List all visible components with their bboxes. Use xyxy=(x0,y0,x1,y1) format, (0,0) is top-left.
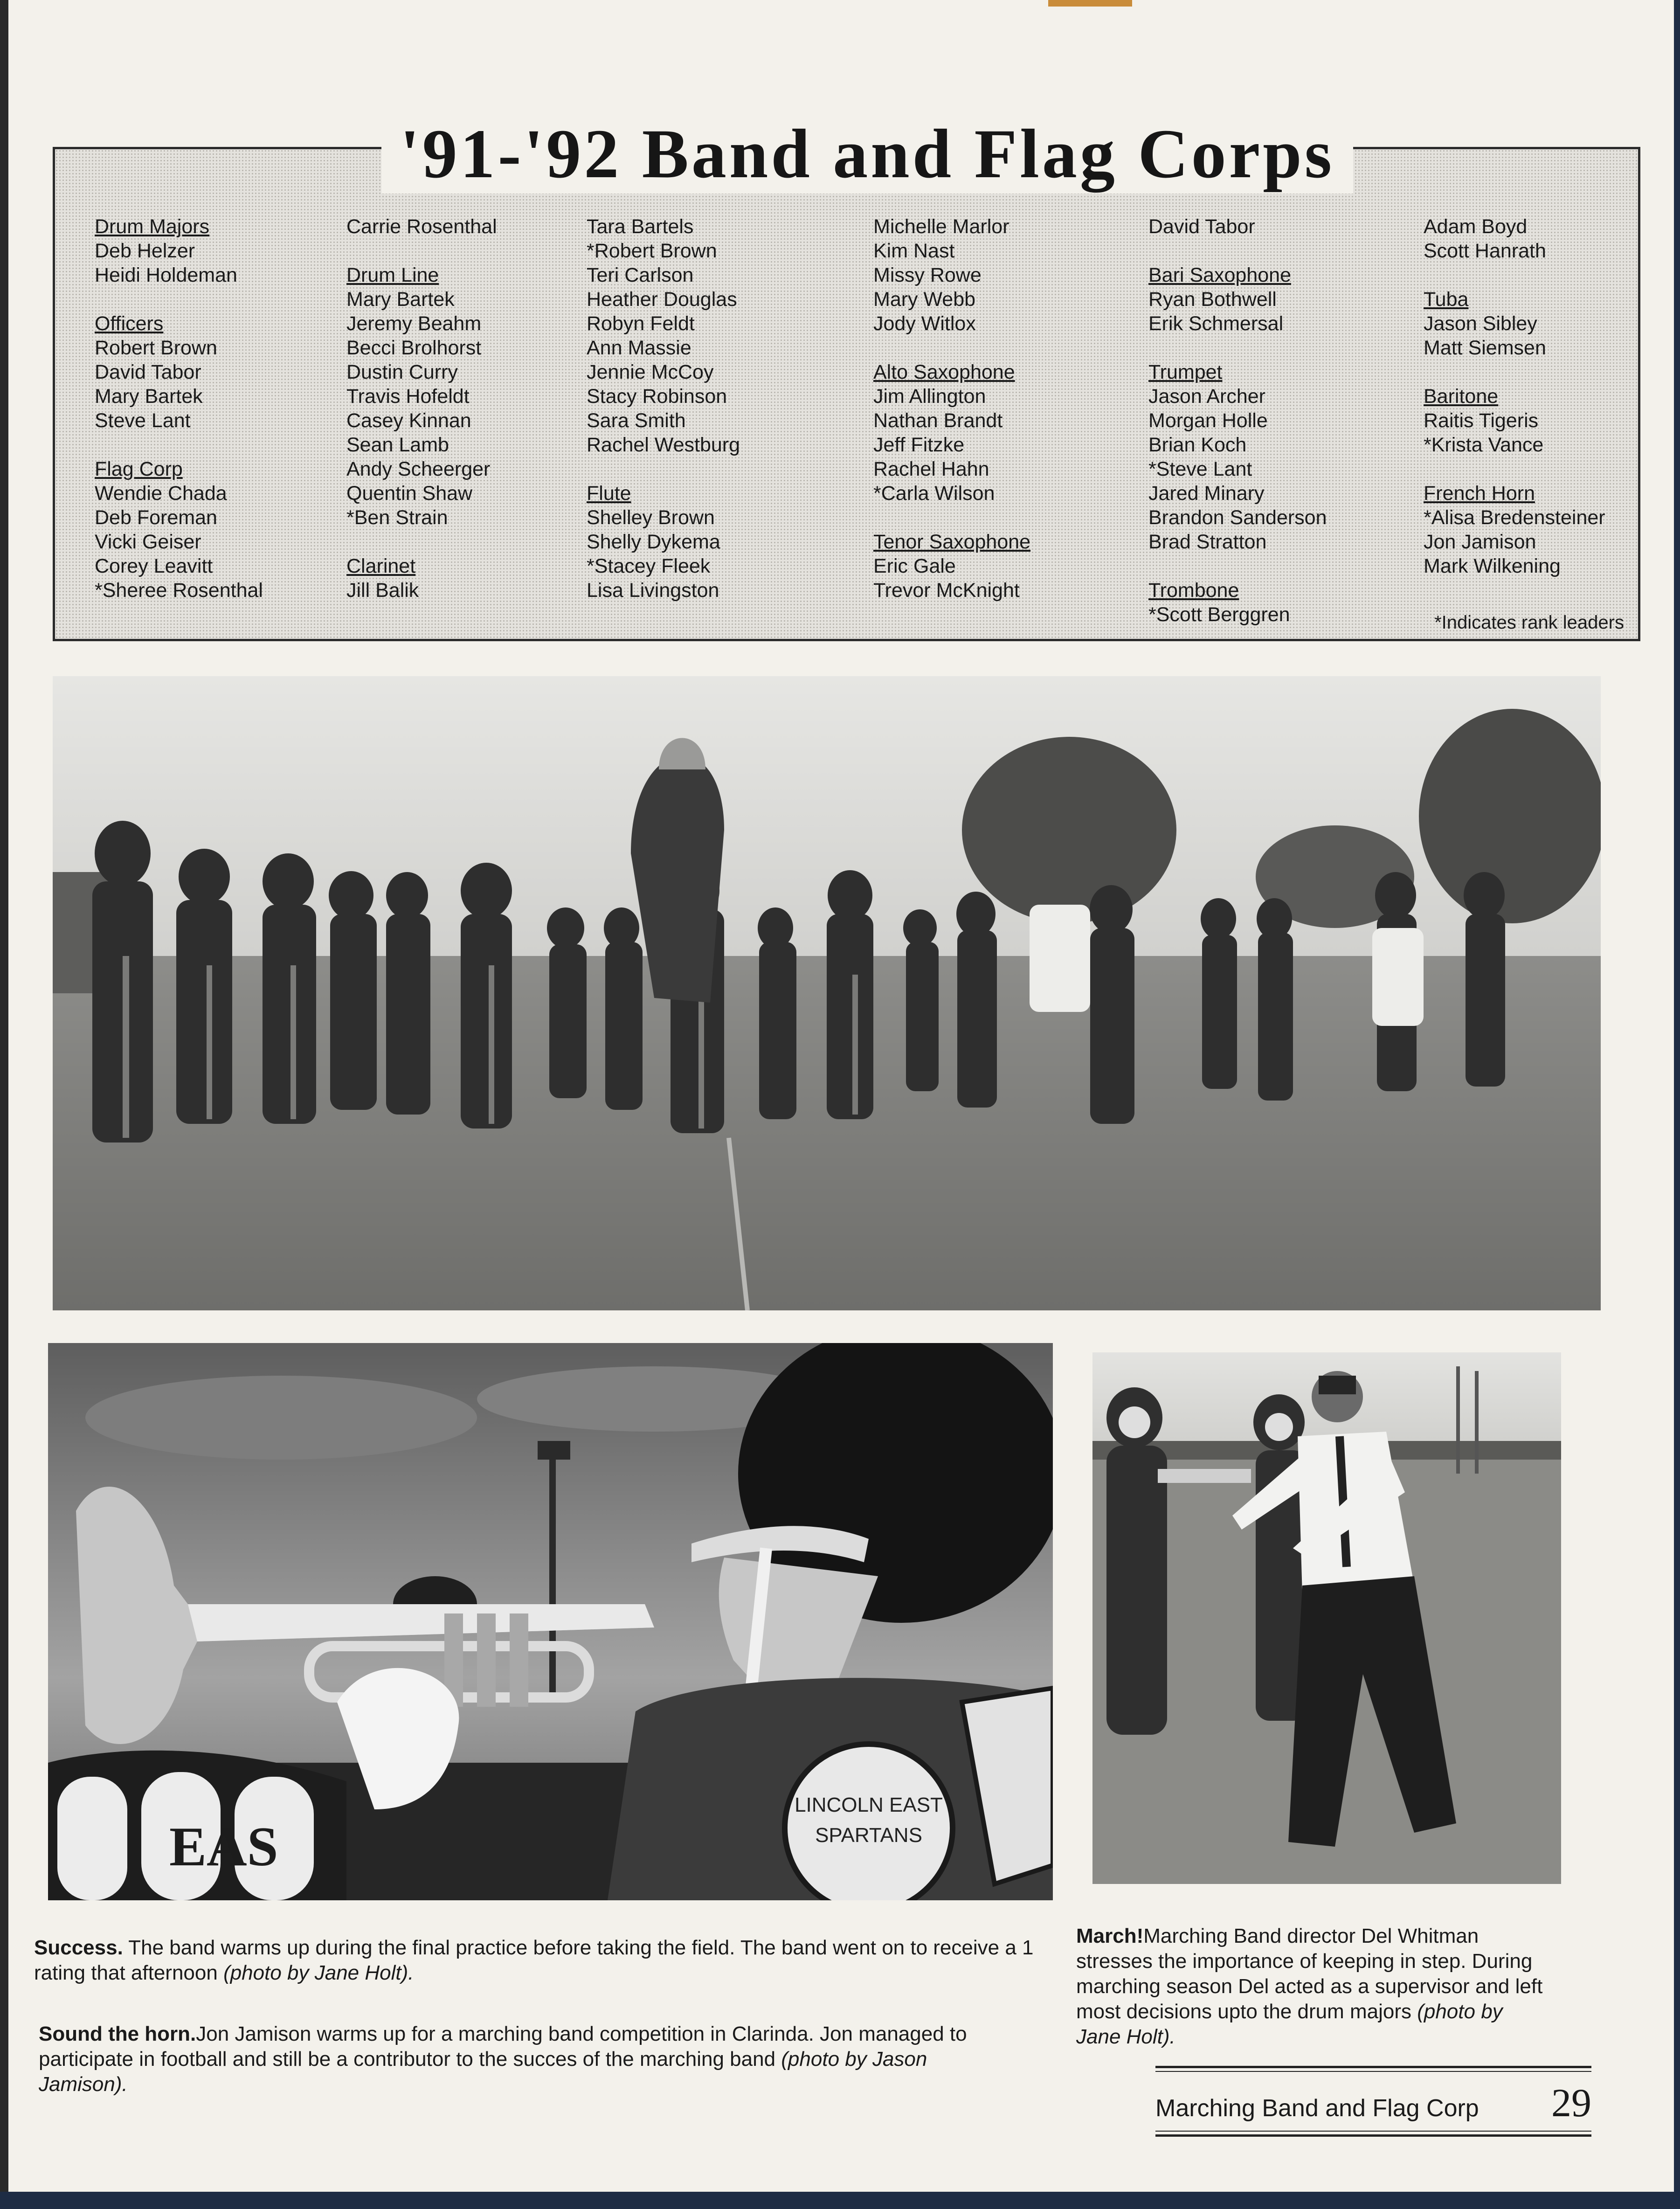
member-name: Raitis Tigeris xyxy=(1424,409,1539,432)
member-name: Rachel Hahn xyxy=(873,458,989,480)
member-name: Robyn Feldt xyxy=(587,312,695,335)
member-name: Jeremy Beahm xyxy=(346,312,482,335)
member-name: Robert Brown xyxy=(95,337,217,359)
section-heading: Tenor Saxophone xyxy=(873,531,1031,553)
section-heading: Drum Line xyxy=(346,264,439,286)
member-name: Sara Smith xyxy=(587,409,686,432)
section-heading: Tuba xyxy=(1424,288,1469,311)
section-heading: Alto Saxophone xyxy=(873,361,1015,383)
member-name: Becci Brolhorst xyxy=(346,337,482,359)
roster-section xyxy=(1148,578,1400,627)
march-caption-credit: (photo by Jane Holt). xyxy=(1076,2000,1503,2048)
member-name: Brad Stratton xyxy=(1148,531,1267,553)
roster-section xyxy=(873,530,1125,602)
member-name: *Carla Wilson xyxy=(873,482,995,505)
member-name: Andy Scheerger xyxy=(346,458,491,480)
horn-caption-title: Sound the horn. xyxy=(39,2022,196,2045)
member-name: Jon Jamison xyxy=(1424,531,1536,553)
title-wrap xyxy=(381,114,1353,194)
member-name: Jason Sibley xyxy=(1424,312,1537,335)
member-name: Mark Wilkening xyxy=(1424,555,1561,577)
horn-closeup-photo xyxy=(48,1343,1053,1900)
roster-section xyxy=(873,215,1125,336)
member-name: Michelle Marlor xyxy=(873,215,1009,238)
director-image xyxy=(1092,1352,1561,1884)
member-name: Heather Douglas xyxy=(587,288,737,311)
roster-section xyxy=(1424,384,1675,457)
roster-section xyxy=(346,215,598,239)
member-name: *Sheree Rosenthal xyxy=(95,579,263,602)
member-name: Deb Foreman xyxy=(95,506,217,529)
member-name: Stacy Robinson xyxy=(587,385,727,408)
member-name: Brian Koch xyxy=(1148,434,1247,456)
member-name: Nathan Brandt xyxy=(873,409,1003,432)
roster-column-3 xyxy=(587,215,838,627)
member-name: Eric Gale xyxy=(873,555,956,577)
member-name: Teri Carlson xyxy=(587,264,694,286)
member-name: Casey Kinnan xyxy=(346,409,471,432)
page-footer xyxy=(1155,2066,1591,2140)
roster-column-4 xyxy=(873,215,1125,627)
member-name: Deb Helzer xyxy=(95,240,195,262)
roster-section xyxy=(587,481,838,602)
footer-rule-bottom xyxy=(1155,2134,1591,2137)
member-name: Brandon Sanderson xyxy=(1148,506,1327,529)
member-name: David Tabor xyxy=(95,361,201,383)
member-name: Wendie Chada xyxy=(95,482,227,505)
footer-rule-bottom-thin xyxy=(1155,2131,1591,2132)
roster-section xyxy=(1424,215,1675,263)
member-name: Adam Boyd xyxy=(1424,215,1528,238)
page-title: '91-'92 Band and Flag Corps xyxy=(400,115,1335,193)
member-name: Jennie McCoy xyxy=(587,361,714,383)
member-name: *Krista Vance xyxy=(1424,434,1544,456)
success-caption-body: The band warms up during the final practice before taking the field. The band went on to receive a 1 rating that afternoon xyxy=(34,1936,1034,1984)
patch-bottom-text: SPARTANS xyxy=(815,1824,922,1847)
section-heading: Trombone xyxy=(1148,579,1239,602)
member-name: Tara Bartels xyxy=(587,215,694,238)
footer-rule-top-thin xyxy=(1155,2071,1591,2072)
roster-column-6 xyxy=(1424,215,1675,602)
member-name: Missy Rowe xyxy=(873,264,982,286)
roster-column-1 xyxy=(95,215,346,627)
section-heading: Flute xyxy=(587,482,631,505)
band-field-image xyxy=(53,676,1601,1310)
roster-section xyxy=(346,263,598,530)
member-name: Jason Archer xyxy=(1148,385,1265,408)
member-name: Erik Schmersal xyxy=(1148,312,1284,335)
member-name: Morgan Holle xyxy=(1148,409,1268,432)
member-name: *Stacey Fleek xyxy=(587,555,711,577)
section-heading: French Horn xyxy=(1424,482,1535,505)
member-name: Mary Bartek xyxy=(346,288,455,311)
member-name: Shelley Brown xyxy=(587,506,715,529)
rank-leader-footnote: *Indicates rank leaders xyxy=(1434,612,1624,633)
horn-caption-credit: (photo by Jason Jamison). xyxy=(39,2048,927,2096)
horn-caption xyxy=(39,2022,1018,2097)
member-name: Kim Nast xyxy=(873,240,955,262)
sleeve-letters: EAS xyxy=(169,1815,278,1877)
member-name: Heidi Holdeman xyxy=(95,264,237,286)
roster-section xyxy=(1148,263,1400,336)
member-name: Scott Hanrath xyxy=(1424,240,1546,262)
member-name: Dustin Curry xyxy=(346,361,458,383)
member-name: Jim Allington xyxy=(873,385,986,408)
member-name: *Ben Strain xyxy=(346,506,448,529)
member-name: Lisa Livingston xyxy=(587,579,719,602)
member-name: Quentin Shaw xyxy=(346,482,473,505)
member-name: Shelly Dykema xyxy=(587,531,720,553)
footer-rule-top xyxy=(1155,2066,1591,2068)
member-name: Jill Balik xyxy=(346,579,419,602)
member-name: Corey Leavitt xyxy=(95,555,213,577)
footer-line xyxy=(1155,2075,1591,2131)
section-heading: Drum Majors xyxy=(95,215,210,238)
member-name: Rachel Westburg xyxy=(587,434,740,456)
member-name: Jody Witlox xyxy=(873,312,976,335)
roster-section xyxy=(1424,287,1675,360)
success-caption-credit: (photo by Jane Holt). xyxy=(223,1961,414,1984)
section-heading: Flag Corp xyxy=(95,458,183,480)
member-name: Steve Lant xyxy=(95,409,191,432)
section-heading: Trumpet xyxy=(1148,361,1223,383)
page-number: 29 xyxy=(1551,2080,1591,2125)
section-label: Marching Band and Flag Corp xyxy=(1155,2095,1479,2122)
horn-caption-body: Jon Jamison warms up for a marching band competition in Clarinda. Jon managed to participate in football and still be a contributor to the succes of the marching band xyxy=(39,2022,967,2071)
director-photo xyxy=(1092,1352,1561,1884)
member-name: Matt Siemsen xyxy=(1424,337,1546,359)
section-heading: Baritone xyxy=(1424,385,1499,408)
march-caption-body: Marching Band director Del Whitman stresses the importance of keeping in step. During marching season Del acted as a supervisor and left most decisions upto the drum majors xyxy=(1076,1925,1543,2023)
member-name: Sean Lamb xyxy=(346,434,449,456)
roster-column-5 xyxy=(1148,215,1400,651)
member-name: Mary Bartek xyxy=(95,385,203,408)
member-name: *Steve Lant xyxy=(1148,458,1252,480)
member-name: Vicki Geiser xyxy=(95,531,201,553)
member-name: Trevor McKnight xyxy=(873,579,1020,602)
section-heading: Bari Saxophone xyxy=(1148,264,1291,286)
band-field-photo xyxy=(53,676,1601,1310)
roster-section xyxy=(1424,481,1675,578)
roster-section xyxy=(95,215,346,287)
member-name: Ryan Bothwell xyxy=(1148,288,1277,311)
roster-section xyxy=(587,215,838,457)
roster-column-2 xyxy=(346,215,598,627)
member-name: Jared Minary xyxy=(1148,482,1265,505)
member-name: David Tabor xyxy=(1148,215,1255,238)
roster-section xyxy=(1148,215,1400,239)
horn-closeup-image xyxy=(48,1343,1053,1900)
march-caption-title: March! xyxy=(1076,1925,1144,1947)
member-name: Travis Hofeldt xyxy=(346,385,470,408)
success-caption-title: Success. xyxy=(34,1936,123,1959)
member-name: *Robert Brown xyxy=(587,240,717,262)
section-heading: Officers xyxy=(95,312,164,335)
roster-section xyxy=(95,457,346,602)
member-name: Carrie Rosenthal xyxy=(346,215,497,238)
success-caption xyxy=(34,1935,1041,1986)
march-caption xyxy=(1076,1924,1547,2050)
roster-section xyxy=(95,312,346,433)
binding-tab xyxy=(1048,0,1132,7)
patch-top-text: LINCOLN EAST xyxy=(795,1794,943,1816)
roster-box xyxy=(53,147,1640,641)
member-name: Ann Massie xyxy=(587,337,691,359)
member-name: Mary Webb xyxy=(873,288,976,311)
roster-section xyxy=(1148,360,1400,554)
member-name: *Scott Berggren xyxy=(1148,603,1290,626)
member-name: Jeff Fitzke xyxy=(873,434,965,456)
roster-section xyxy=(873,360,1125,506)
section-heading: Clarinet xyxy=(346,555,416,577)
member-name: *Alisa Bredensteiner xyxy=(1424,506,1605,529)
roster-section xyxy=(346,554,598,602)
